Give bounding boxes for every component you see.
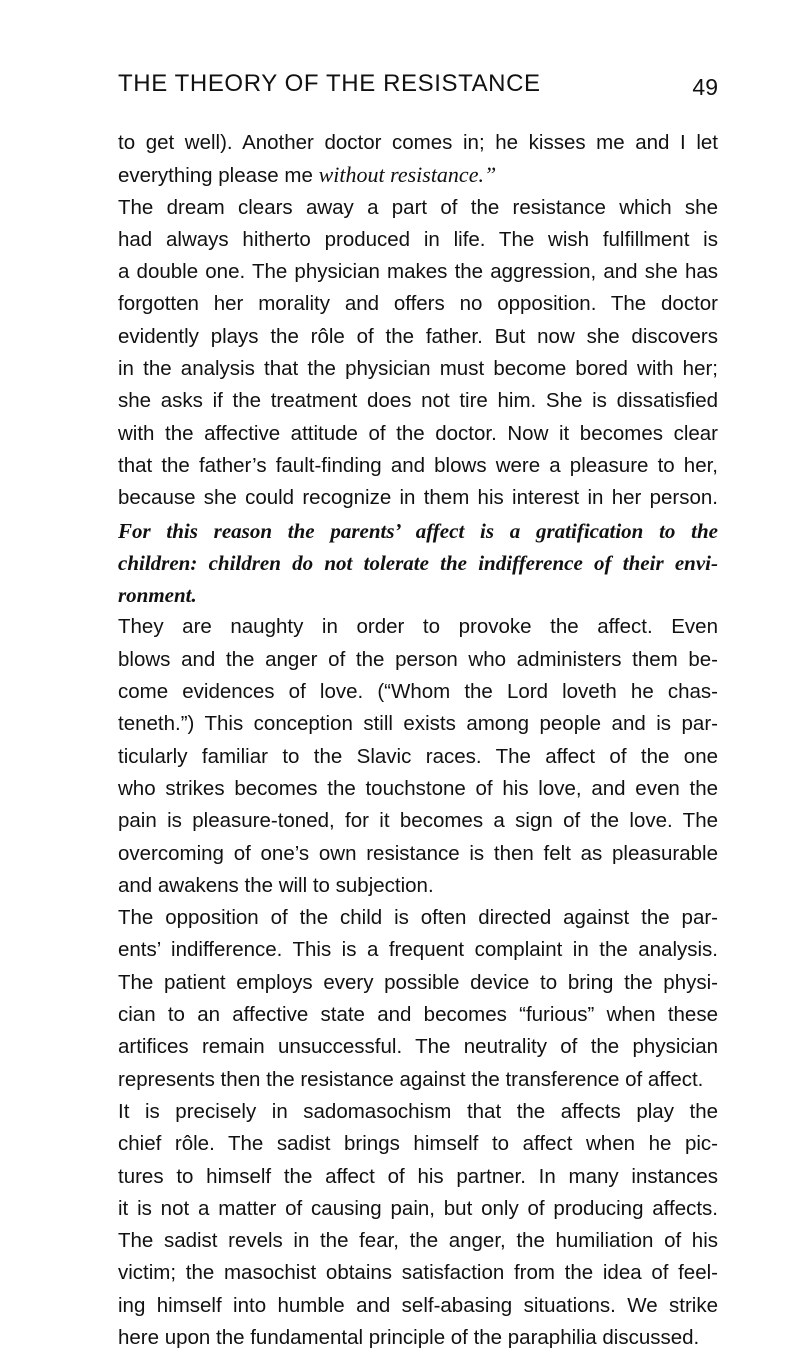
text-line-italic: without resistance.” [318,162,497,188]
text-line: tures to himself the affect of his partner. In many instances [118,1164,718,1188]
text-line: overcoming of one’s own resistance is then felt as pleasurable [118,841,718,865]
text-line: The opposition of the child is often directed against the par- [118,906,718,930]
text-line: it is not a matter of causing pain, but only of producing affects. [118,1196,718,1220]
text-line: The sadist revels in the fear, the anger, the humiliation of his [118,1229,718,1253]
text-line: cian to an affective state and becomes “furious” when these [118,1003,718,1027]
text-line: forgotten her morality and offers no opposition. The doctor [118,292,718,316]
text-line: to get well). Another doctor comes in; he kisses me and I let [118,131,718,154]
text-line-emphasis: ronment. [118,583,197,608]
text-line: pain is pleasure-toned, for it becomes a sign of the love. The [118,809,718,833]
text-line-roman: everything please me [118,164,319,188]
text-line: represents then the resistance against the transference of affect. [118,1067,704,1091]
text-line: ing himself into humble and self-abasing situations. We strike [118,1293,718,1317]
text-line: in the analysis that the physician must become bored with her; [118,357,718,381]
text-line: ents’ indifference. This is a frequent complaint in the analysis. [118,938,718,962]
text-line: The dream clears away a part of the resistance which she [118,195,718,219]
text-line: artifices remain unsuccessful. The neutrality of the physician [118,1035,718,1059]
text-line [118,159,718,191]
text-line: that the father’s fault-finding and blows were a pleasure to her, [118,453,718,477]
text-line: had always hitherto produced in life. The wish fulfillment is [118,227,718,251]
body-text [118,127,718,1354]
text-line-emphasis: For this reason the parents’ affect is a gratification to the [118,518,718,543]
text-line: who strikes becomes the touchstone of his love, and even the [118,776,718,800]
page-number: 49 [692,74,718,100]
text-line: and awakens the will to subjection. [118,873,434,897]
text-line: It is precisely in sadomasochism that the affects play the [118,1099,718,1123]
text-line: chief rôle. The sadist brings himself to affect when he pic- [118,1132,718,1156]
text-line: evidently plays the rôle of the father. But now she discovers [118,324,718,348]
text-line: a double one. The physician makes the aggression, and she has [118,260,718,284]
running-title: THE THEORY OF THE RESISTANCE [118,70,541,97]
text-line: The patient employs every possible device to bring the physi- [118,970,718,994]
text-line: victim; the masochist obtains satisfaction from the idea of feel- [118,1261,718,1285]
page-header [118,70,718,110]
text-line: with the affective attitude of the doctor. Now it becomes clear [118,421,718,445]
text-line: come evidences of love. (“Whom the Lord loveth he chas- [118,680,718,704]
text-line: here upon the fundamental principle of the paraphilia discussed. [118,1325,700,1349]
text-line: because she could recognize in them his interest in her person. [118,486,718,510]
text-line: she asks if the treatment does not tire him. She is dissatisfied [118,389,718,413]
text-line: teneth.”) This conception still exists among people and is par- [118,712,718,736]
text-line: They are naughty in order to provoke the affect. Even [118,615,718,639]
text-line: ticularly familiar to the Slavic races. The affect of the one [118,744,718,768]
text-line-emphasis: children: children do not tolerate the indifference of their envi- [118,550,718,575]
text-line: blows and the anger of the person who administers them be- [118,647,718,671]
